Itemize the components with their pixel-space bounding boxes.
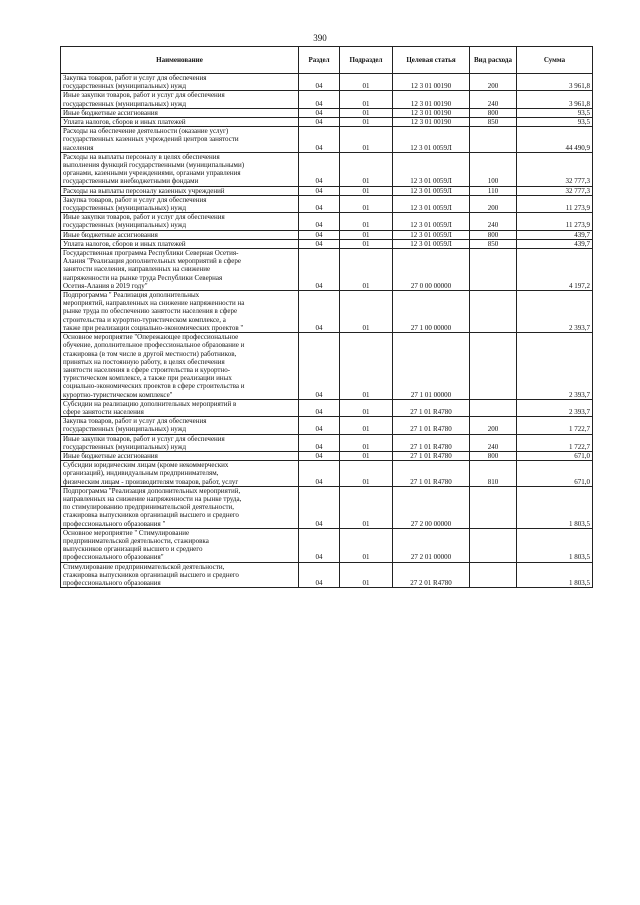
row-target: 12 3 01 0059Л [393, 195, 470, 212]
row-section: 04 [299, 399, 340, 416]
row-expense-type [470, 291, 517, 333]
row-target: 27 2 01 00000 [393, 528, 470, 562]
row-target: 12 3 01 00190 [393, 118, 470, 127]
row-sum: 32 777,3 [517, 186, 593, 195]
table-row [61, 195, 593, 212]
row-subsection: 01 [340, 333, 393, 400]
row-section: 04 [299, 230, 340, 239]
row-expense-type: 200 [470, 195, 517, 212]
row-subsection: 01 [340, 195, 393, 212]
table-row [61, 152, 593, 186]
row-expense-type: 240 [470, 434, 517, 451]
table-row [61, 399, 593, 416]
row-sum: 11 273,9 [517, 195, 593, 212]
row-section: 04 [299, 91, 340, 108]
table-row [61, 91, 593, 108]
row-name: Стимулирование предпринимательской деятельности, стажировка выпускников организаций высшего и среднего профессионального образования [61, 562, 299, 588]
row-name: Государственная программа Республики Северная Осетия- Алания "Реализация дополнительных мероприятий в сфере занятости населения, направленных на снижение напряженности на рынке труда Республики Северная Осетия-Алания в 2019 году" [61, 249, 299, 291]
row-name: Расходы на выплаты персоналу в целях обеспечения выполнения функций государственными (муниципальными) органами, казенными учреждениями, органами управления государственными внебюджетными фондами [61, 152, 299, 186]
row-subsection: 01 [340, 91, 393, 108]
row-sum: 1 722,7 [517, 417, 593, 434]
row-section: 04 [299, 528, 340, 562]
table-row [61, 186, 593, 195]
row-sum: 671,0 [517, 451, 593, 460]
table-row [61, 562, 593, 588]
header-section: Раздел [299, 47, 340, 74]
row-target: 27 1 00 00000 [393, 291, 470, 333]
row-target: 27 1 01 R4780 [393, 461, 470, 487]
table-row [61, 434, 593, 451]
table-row [61, 118, 593, 127]
row-name: Основное мероприятие "Опережающее профессиональное обучение, дополнительное профессиональное образование и стажировка (в том числе в другой местности) работников, принятых на постоянную работу, в целях обеспечения занятости населения в сфере строительства и курортно- туристическом комплексе, а также при реализации иных социально-экономических проектов в сфере строительства и курортно-туристическом комплексе" [61, 333, 299, 400]
row-expense-type: 110 [470, 186, 517, 195]
row-name: Расходы на обеспечение деятельности (оказание услуг) государственных казенных учреждений центров занятости населения [61, 127, 299, 153]
row-section: 04 [299, 562, 340, 588]
table-row [61, 291, 593, 333]
row-subsection: 01 [340, 186, 393, 195]
row-target: 27 1 01 R4780 [393, 434, 470, 451]
row-subsection: 01 [340, 152, 393, 186]
row-name: Субсидии на реализацию дополнительных мероприятий в сфере занятости населения [61, 399, 299, 416]
row-section: 04 [299, 434, 340, 451]
row-target: 27 2 00 00000 [393, 486, 470, 528]
header-target: Целевая статья [393, 47, 470, 74]
row-target: 27 1 01 R4780 [393, 399, 470, 416]
row-subsection: 01 [340, 291, 393, 333]
header-sum: Сумма [517, 47, 593, 74]
row-section: 04 [299, 249, 340, 291]
table-row [61, 108, 593, 117]
row-expense-type: 850 [470, 118, 517, 127]
row-name: Закупка товаров, работ и услуг для обеспечения государственных (муниципальных) нужд [61, 417, 299, 434]
row-name: Подпрограмма "Реализация дополнительных мероприятий, направленных на снижение напряженности на рынке труда, по стимулированию предпринимательской деятельности, стажировка выпускников организаций высшего и среднего профессионального образования " [61, 486, 299, 528]
row-subsection: 01 [340, 486, 393, 528]
row-expense-type [470, 249, 517, 291]
row-section: 04 [299, 118, 340, 127]
row-expense-type: 100 [470, 152, 517, 186]
row-section: 04 [299, 195, 340, 212]
row-subsection: 01 [340, 461, 393, 487]
row-expense-type: 800 [470, 230, 517, 239]
row-section: 04 [299, 291, 340, 333]
row-target: 12 3 01 0059Л [393, 239, 470, 248]
row-sum: 1 803,5 [517, 562, 593, 588]
row-sum: 1 803,5 [517, 486, 593, 528]
row-name: Иные бюджетные ассигнования [61, 230, 299, 239]
row-subsection: 01 [340, 239, 393, 248]
row-subsection: 01 [340, 249, 393, 291]
row-subsection: 01 [340, 562, 393, 588]
table-row [61, 528, 593, 562]
row-section: 04 [299, 333, 340, 400]
row-sum: 44 490,9 [517, 127, 593, 153]
table-row [61, 74, 593, 91]
row-target: 27 2 01 R4780 [393, 562, 470, 588]
row-name: Закупка товаров, работ и услуг для обеспечения государственных (муниципальных) нужд [61, 195, 299, 212]
row-name: Подпрограмма " Реализация дополнительных мероприятий, направленных на снижение напряженности на рынке труда по обеспечению занятости населения в сфере строительства и курортно-туристическом комплексе, а также при реализации социально-экономических проектов " [61, 291, 299, 333]
row-name: Иные бюджетные ассигнования [61, 451, 299, 460]
table-row [61, 213, 593, 230]
header-name: Наименование [61, 47, 299, 74]
row-name: Иные закупки товаров, работ и услуг для обеспечения государственных (муниципальных) нужд [61, 434, 299, 451]
row-target: 12 3 01 0059Л [393, 213, 470, 230]
row-sum: 2 393,7 [517, 333, 593, 400]
table-header-row [61, 47, 593, 74]
row-subsection: 01 [340, 528, 393, 562]
row-sum: 1 803,5 [517, 528, 593, 562]
row-name: Иные закупки товаров, работ и услуг для обеспечения государственных (муниципальных) нужд [61, 213, 299, 230]
table-row [61, 451, 593, 460]
row-target: 27 1 01 00000 [393, 333, 470, 400]
table-row [61, 249, 593, 291]
row-sum: 11 273,9 [517, 213, 593, 230]
page-number: 390 [313, 33, 327, 43]
table-row [61, 239, 593, 248]
budget-table [60, 46, 593, 588]
row-target: 12 3 01 0059Л [393, 152, 470, 186]
row-expense-type: 800 [470, 108, 517, 117]
row-name: Иные бюджетные ассигнования [61, 108, 299, 117]
row-expense-type: 200 [470, 74, 517, 91]
row-sum: 93,5 [517, 118, 593, 127]
row-sum: 3 961,8 [517, 91, 593, 108]
row-name: Уплата налогов, сборов и иных платежей [61, 118, 299, 127]
table-row [61, 486, 593, 528]
row-expense-type [470, 528, 517, 562]
row-expense-type [470, 562, 517, 588]
row-target: 12 3 01 0059Л [393, 127, 470, 153]
row-subsection: 01 [340, 434, 393, 451]
row-section: 04 [299, 213, 340, 230]
row-expense-type: 810 [470, 461, 517, 487]
row-expense-type: 240 [470, 91, 517, 108]
table-row [61, 230, 593, 239]
row-sum: 3 961,8 [517, 74, 593, 91]
row-section: 04 [299, 239, 340, 248]
row-target: 12 3 01 0059Л [393, 186, 470, 195]
row-name: Уплата налогов, сборов и иных платежей [61, 239, 299, 248]
row-section: 04 [299, 108, 340, 117]
row-section: 04 [299, 461, 340, 487]
row-section: 04 [299, 127, 340, 153]
row-target: 12 3 01 00190 [393, 108, 470, 117]
row-expense-type [470, 486, 517, 528]
row-sum: 2 393,7 [517, 291, 593, 333]
row-subsection: 01 [340, 399, 393, 416]
row-sum: 93,5 [517, 108, 593, 117]
row-subsection: 01 [340, 213, 393, 230]
row-subsection: 01 [340, 108, 393, 117]
row-expense-type: 800 [470, 451, 517, 460]
row-target: 12 3 01 0059Л [393, 230, 470, 239]
header-subsection: Подраздел [340, 47, 393, 74]
row-subsection: 01 [340, 118, 393, 127]
row-name: Основное мероприятие " Стимулирование предпринимательской деятельности, стажировка выпускников организаций высшего и среднего профессионального образования" [61, 528, 299, 562]
row-subsection: 01 [340, 127, 393, 153]
row-name: Субсидии юридическим лицам (кроме некоммерческих организаций), индивидуальным предпринимателям, физическим лицам - производителям товаров, работ, услуг [61, 461, 299, 487]
row-sum: 1 722,7 [517, 434, 593, 451]
row-target: 12 3 01 00190 [393, 91, 470, 108]
table-row [61, 127, 593, 153]
table-row [61, 461, 593, 487]
row-section: 04 [299, 74, 340, 91]
row-target: 12 3 01 00190 [393, 74, 470, 91]
row-sum: 439,7 [517, 230, 593, 239]
row-target: 27 0 00 00000 [393, 249, 470, 291]
table-row [61, 417, 593, 434]
row-name: Иные закупки товаров, работ и услуг для обеспечения государственных (муниципальных) нужд [61, 91, 299, 108]
row-expense-type: 850 [470, 239, 517, 248]
row-section: 04 [299, 186, 340, 195]
row-target: 27 1 01 R4780 [393, 417, 470, 434]
row-sum: 439,7 [517, 239, 593, 248]
row-target: 27 1 01 R4780 [393, 451, 470, 460]
header-expense-type: Вид расхода [470, 47, 517, 74]
row-expense-type: 200 [470, 417, 517, 434]
row-sum: 671,0 [517, 461, 593, 487]
row-expense-type [470, 127, 517, 153]
row-subsection: 01 [340, 417, 393, 434]
row-expense-type: 240 [470, 213, 517, 230]
row-section: 04 [299, 451, 340, 460]
row-section: 04 [299, 486, 340, 528]
row-section: 04 [299, 152, 340, 186]
row-subsection: 01 [340, 451, 393, 460]
table-row [61, 333, 593, 400]
row-section: 04 [299, 417, 340, 434]
row-sum: 4 197,2 [517, 249, 593, 291]
row-expense-type [470, 399, 517, 416]
row-expense-type [470, 333, 517, 400]
row-sum: 32 777,3 [517, 152, 593, 186]
row-subsection: 01 [340, 74, 393, 91]
row-name: Расходы на выплаты персоналу казенных учреждений [61, 186, 299, 195]
row-subsection: 01 [340, 230, 393, 239]
row-name: Закупка товаров, работ и услуг для обеспечения государственных (муниципальных) нужд [61, 74, 299, 91]
row-sum: 2 393,7 [517, 399, 593, 416]
